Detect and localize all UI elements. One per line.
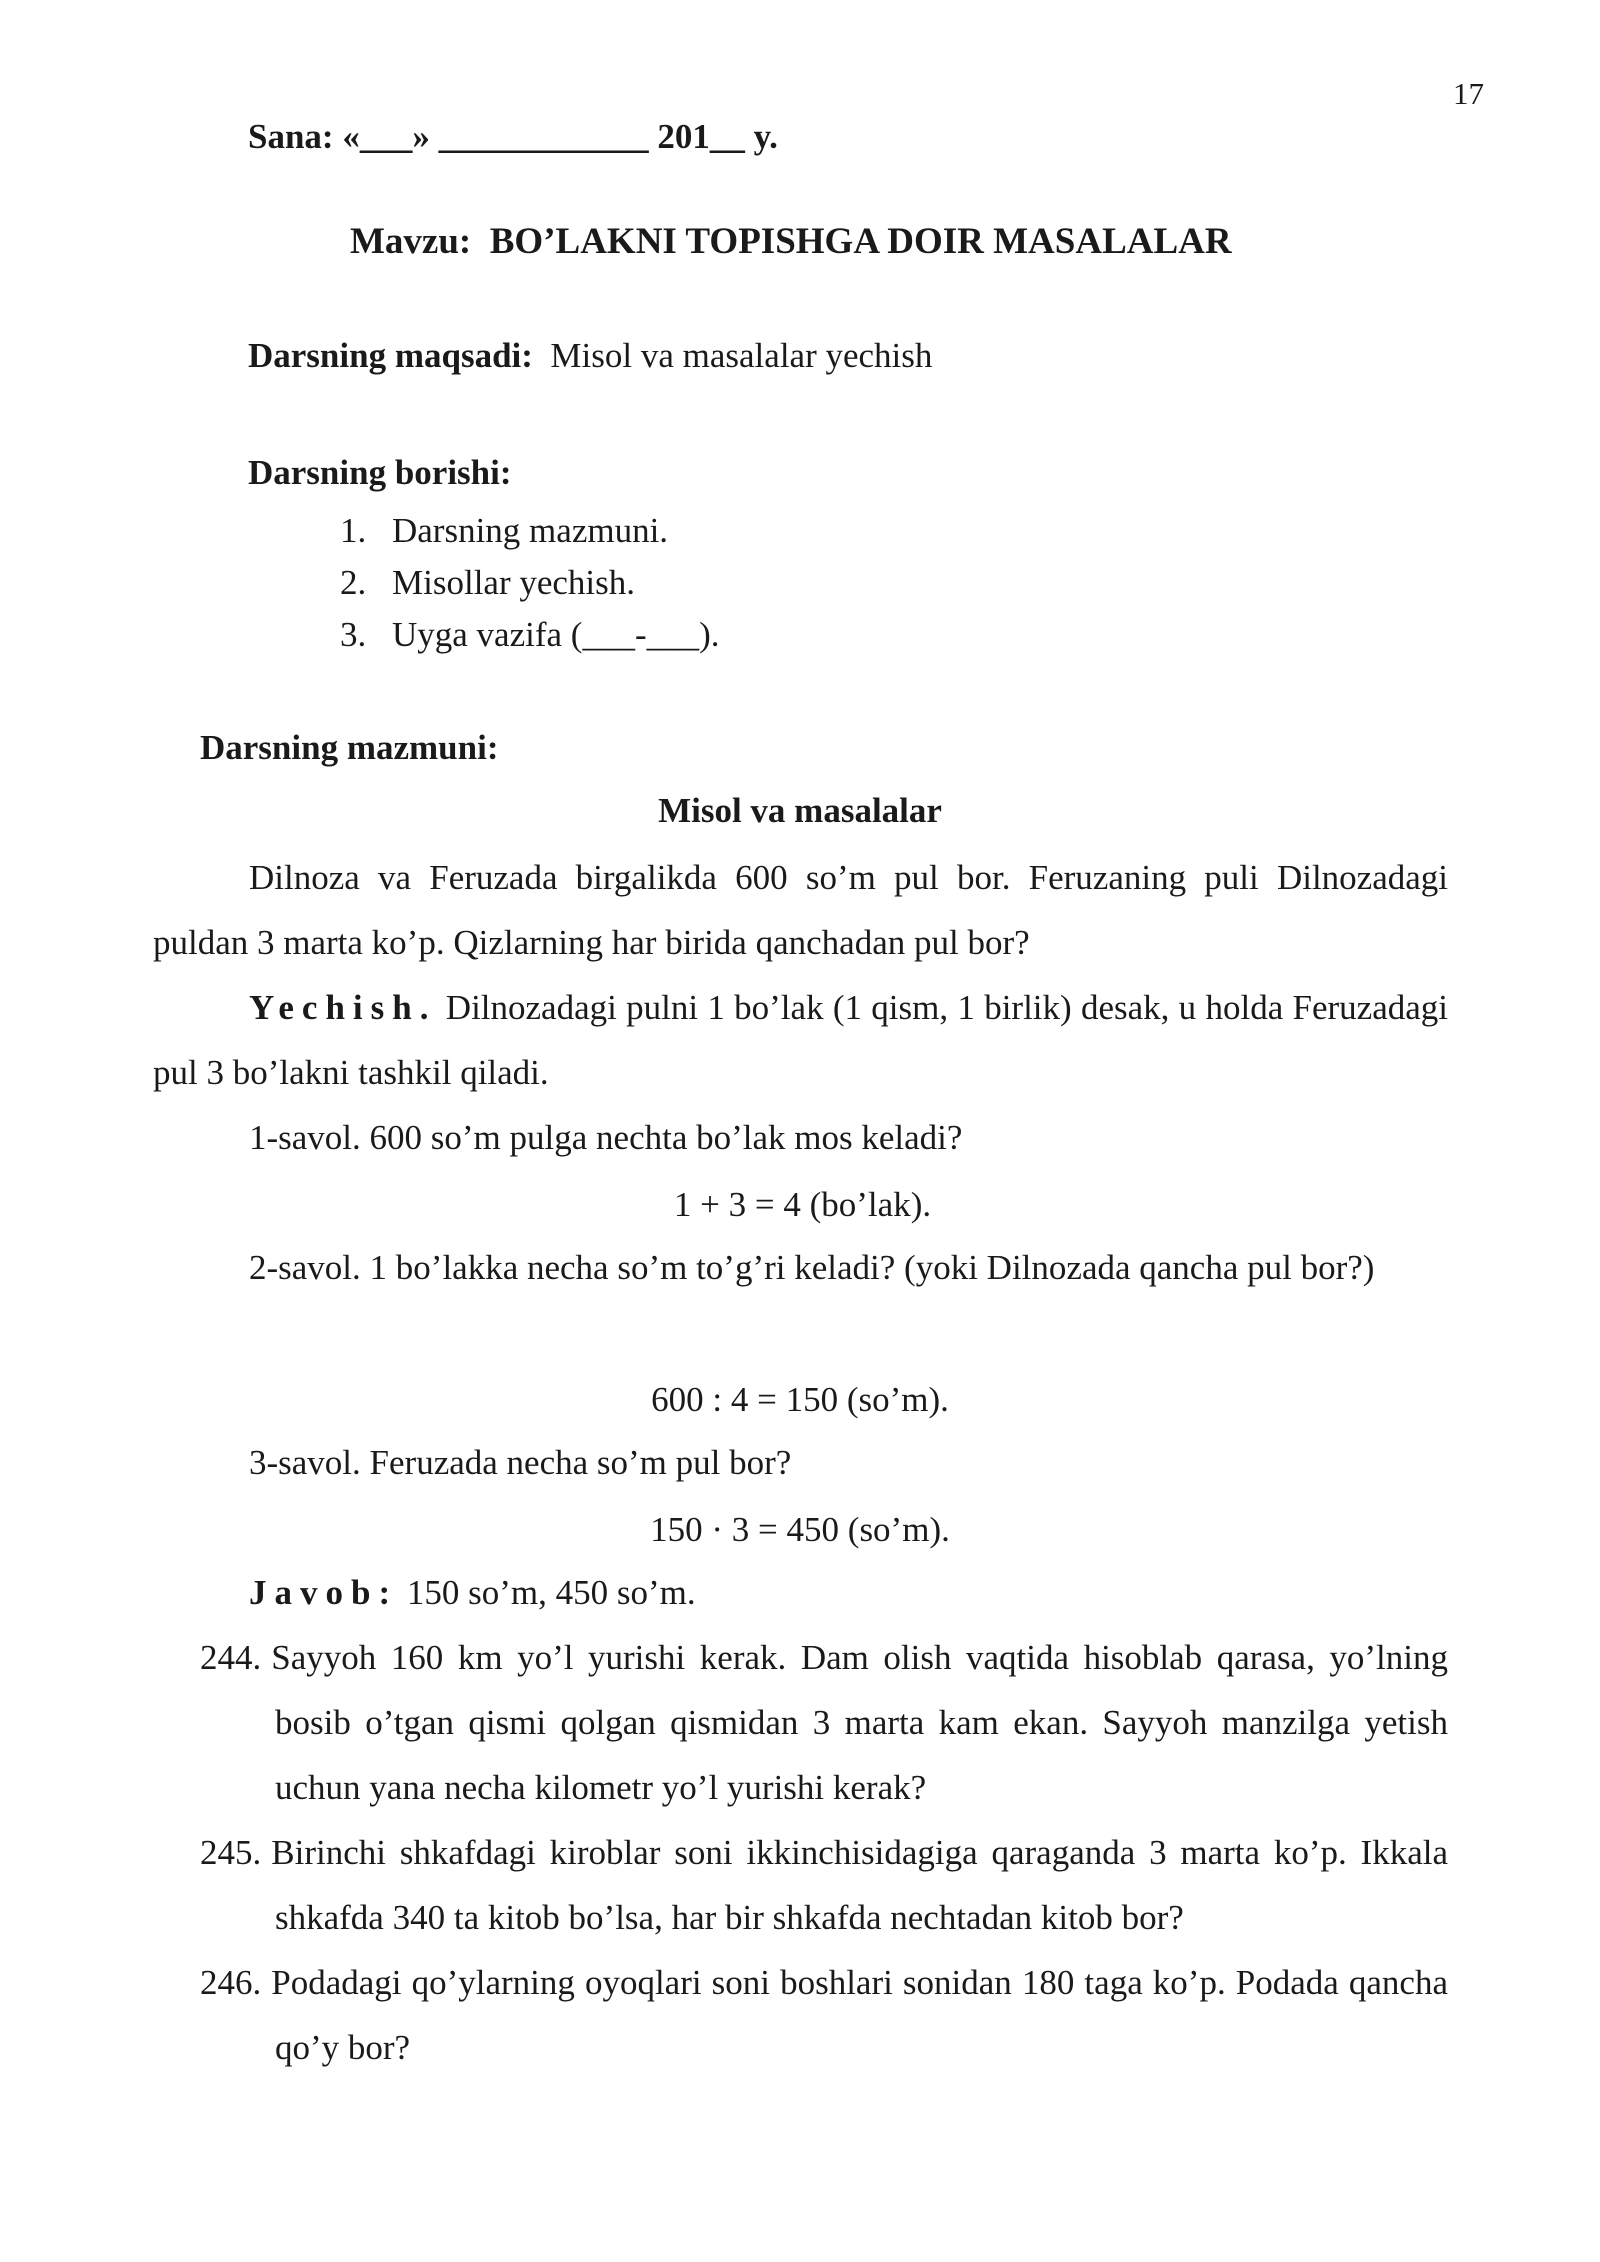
equation-2: 600 : 4 = 150 (so’m). <box>651 1380 949 1419</box>
problem-number: 246. <box>200 1963 262 2002</box>
equation-1: 1 + 3 = 4 (bo’lak). <box>673 1185 932 1224</box>
plan-item: 3. Uyga vazifa (___-___). <box>340 615 720 654</box>
topic-line <box>350 220 1232 263</box>
topic-title: BO’LAKNI TOPISHGA DOIR MASALALAR <box>489 221 1232 262</box>
goal-label: Darsning maqsadi: <box>248 336 533 375</box>
problem-statement: Dilnoza va Feruzada birgalikda 600 so’m pul bor. Feruzaning puli Dilnozadagi puldan 3 marta ko’p. Qizlarning har birida qanchadan pul bor? <box>153 858 1448 962</box>
answer-label: Javob: <box>249 1573 399 1612</box>
problem-number: 245. <box>200 1833 262 1872</box>
plan-item: 2. Misollar yechish. <box>340 563 636 602</box>
date-line <box>248 117 778 157</box>
date-label: Sana: <box>248 117 334 156</box>
content-subtitle: Misol va masalalar <box>658 791 942 830</box>
solution-text: Dilnozadagi pulni 1 bo’lak (1 qism, 1 birlik) desak, u holda Feruzadagi pul 3 bo’lakni tashkil qiladi. <box>153 988 1449 1092</box>
question-3: 3-savol. Feruzada necha so’m pul bor? <box>249 1443 792 1482</box>
problem-text: Podadagi qo’ylarning oyoqlari soni boshlari sonidan 180 taga ko’p. Podada qancha qo’y bor? <box>271 1963 1448 2067</box>
answer-text: 150 so’m, 450 so’m. <box>406 1573 696 1612</box>
problem-245 <box>200 1820 1448 1950</box>
problem-246 <box>200 1950 1448 2080</box>
date-template: «___» ____________ 201__ y. <box>342 117 778 156</box>
plan-label: Darsning borishi: <box>248 453 512 492</box>
problem-text: Sayyoh 160 km yo’l yurishi kerak. Dam olish vaqtida hisoblab qarasa, yo’lning bosib o’tgan qismi qolgan qismidan 3 marta kam ekan. Sayyoh manzilga yetish uchun yana necha kilometr yo’l yurishi kerak? <box>271 1638 1448 1807</box>
page-number: 17 <box>1453 76 1484 111</box>
question-2: 2-savol. 1 bo’lakka necha so’m to’g’ri keladi? (yoki Dilnozada qancha pul bor?) <box>249 1248 1375 1287</box>
plan-item: 1. Darsning mazmuni. <box>340 511 669 550</box>
problem-text: Birinchi shkafdagi kiroblar soni ikkinchisidagiga qaraganda 3 marta ko’p. Ikkala shkafda 340 ta kitob bo’lsa, har bir shkafda nechtadan kitob bor? <box>271 1833 1448 1937</box>
content-label: Darsning mazmuni: <box>200 728 499 767</box>
topic-label: Mavzu: <box>350 221 472 262</box>
question-1: 1-savol. 600 so’m pulga nechta bo’lak mos keladi? <box>249 1118 963 1157</box>
plan-list <box>340 505 720 661</box>
goal-text: Misol va masalalar yechish <box>550 336 933 375</box>
answer-line <box>153 1560 1448 1625</box>
problem-244 <box>200 1625 1448 1820</box>
goal-line <box>248 336 932 376</box>
solution-paragraph <box>153 975 1448 1105</box>
solution-label: Yechish. <box>249 988 437 1027</box>
equation-3: 150 · 3 = 450 (so’m). <box>650 1510 950 1549</box>
problem-number: 244. <box>200 1638 262 1677</box>
